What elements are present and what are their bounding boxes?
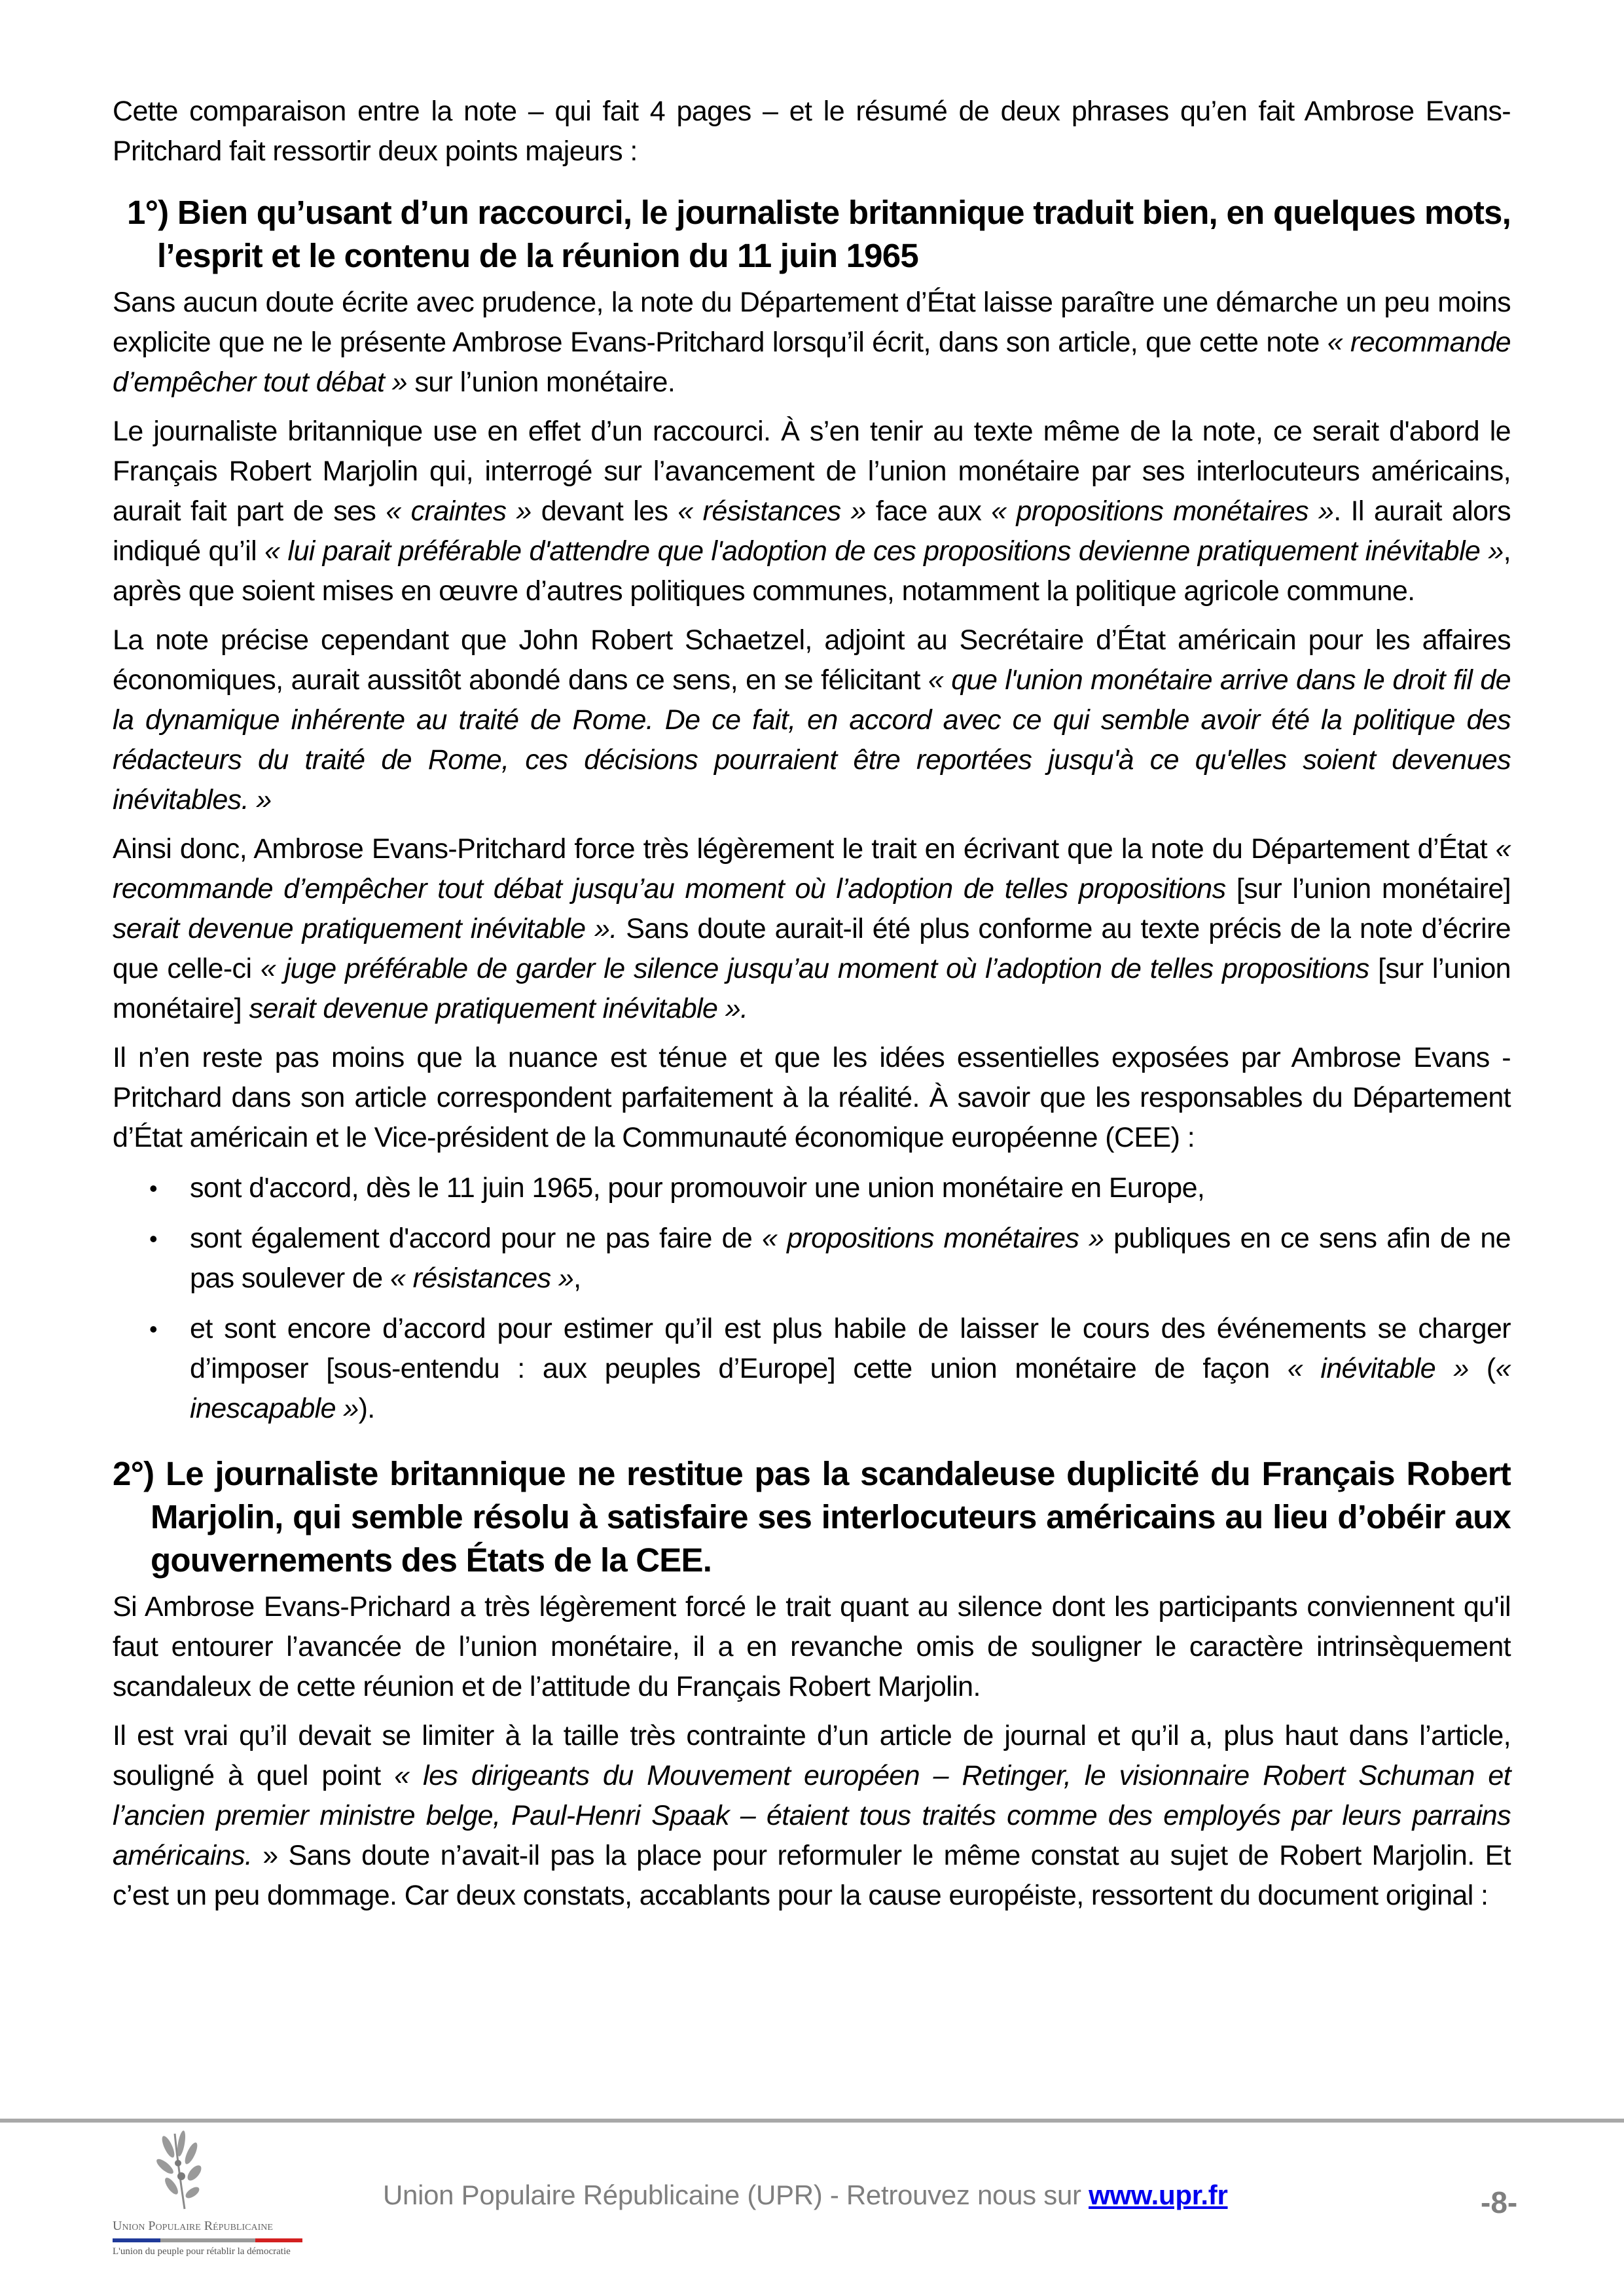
bullet-icon: •: [149, 1316, 158, 1342]
list-item: • sont d'accord, dès le 11 juin 1965, pour promouvoir une union monétaire en Europe,: [190, 1168, 1511, 1208]
page-number: -8-: [1481, 2185, 1518, 2219]
bullet-icon: •: [149, 1175, 158, 1202]
quote: « juge préférable de garder le silence jusqu’au moment où l’adoption de telles propositions: [260, 953, 1369, 984]
quote: « les dirigeants du Mouvement européen – Retinger, le visionnaire Robert Schuman et l’ancien premier ministre belge, Paul-Henri Spaak – étaient tous traités comme des employés par leurs parrains américains.: [113, 1760, 1511, 1871]
quote: « propositions monétaires »: [991, 495, 1334, 527]
list-item: • et sont encore d’accord pour estimer qu’il est plus habile de laisser le cours des événements se charger d’imposer [sous-entendu : aux peuples d’Europe] cette union monétaire de façon « inévitable » (« inescapable »).: [190, 1309, 1511, 1429]
paragraph: Le journaliste britannique use en effet d’un raccourci. À s’en tenir au texte même de la note, ce serait d'abord le Français Robert Marjolin qui, interrogé sur l’avancement de l’union monétaire par ses interlocuteurs américains, aurait fait part de ses « craintes » devant les « résistances » face aux « propositions monétaires ». Il aurait alors indiqué qu’il « lui parait préférable d'attendre que l'adoption de ces propositions devienne pratiquement inévitable », après que soient mises en œuvre d’autres politiques communes, notamment la politique agricole commune.: [113, 416, 1511, 607]
logo-tagline: L'union du peuple pour rétablir la démocratie: [113, 2246, 291, 2257]
olive-branch-icon: [145, 2127, 224, 2212]
website-link[interactable]: www.upr.fr: [1089, 2179, 1228, 2210]
document-body: [113, 92, 1511, 1925]
paragraph: Ainsi donc, Ambrose Evans-Pritchard force très légèrement le trait en écrivant que la note du Département d’État « recommande d’empêcher tout débat jusqu’au moment où l’adoption de telles propositions [sur l’union monétaire] serait devenue pratiquement inévitable ». Sans doute aurait-il été plus conforme au texte précis de la note d’écrire que celle-ci « juge préférable de garder le silence jusqu’au moment où l’adoption de telles propositions [sur l’union monétaire] serait devenue pratiquement inévitable ».: [113, 833, 1511, 1024]
upr-logo: [113, 2127, 322, 2265]
paragraph: Si Ambrose Evans-Prichard a très légèrement forcé le trait quant au silence dont les participants conviennent qu'il faut entourer l’avancée de l’union monétaire, il a en revanche omis de souligner le caractère intrinsèquement scandaleux de cette réunion et de l’attitude du Français Robert Marjolin.: [113, 1591, 1511, 1702]
paragraph: La note précise cependant que John Robert Schaetzel, adjoint au Secrétaire d’État américain pour les affaires économiques, aurait aussitôt abondé dans ce sens, en se félicitant « que l'union monétaire arrive dans le droit fil de la dynamique inhérente au traité de Rome. De ce fait, en accord avec ce qui semble avoir été la politique des rédacteurs du traité de Rome, ces décisions pourraient être reportées jusqu'à ce qu'elles soient devenues inévitables. »: [113, 624, 1511, 816]
list-item: • sont également d'accord pour ne pas faire de « propositions monétaires » publiques en ce sens afin de ne pas soulever de « résistances »,: [190, 1219, 1511, 1299]
intro-paragraph: Cette comparaison entre la note – qui fait 4 pages – et le résumé de deux phrases qu’en fait Ambrose Evans-Pritchard fait ressortir deux points majeurs :: [113, 96, 1511, 167]
paragraph: Sans aucun doute écrite avec prudence, la note du Département d’État laisse paraître une démarche un peu moins explicite que ne le présente Ambrose Evans-Pritchard lorsqu’il écrit, dans son article, que cette note « recommande d’empêcher tout débat » sur l’union monétaire.: [113, 287, 1511, 398]
flag-red: [255, 2238, 303, 2242]
flag-white: [160, 2238, 255, 2242]
quote: « que l'union monétaire arrive dans le droit fil de la dynamique inhérente au traité de Rome. De ce fait, en accord avec ce qui semble avoir été la politique des rédacteurs du traité de Rome, ces décisions pourraient être reportées jusqu'à ce qu'elles soient devenues inévitables. »: [113, 664, 1511, 816]
logo-name: Union Populaire Républicaine: [113, 2219, 273, 2233]
flag-blue: [113, 2238, 160, 2242]
paragraph: Il n’en reste pas moins que la nuance est ténue et que les idées essentielles exposées par Ambrose Evans -Pritchard dans son article correspondent parfaitement à la réalité. À savoir que les responsables du Département d’État américain et le Vice-président de la Communauté économique européenne (CEE) :: [113, 1042, 1511, 1153]
bullet-icon: •: [149, 1225, 158, 1252]
bullet-list: [113, 1168, 1511, 1429]
quote: serait devenue pratiquement inévitable ».: [249, 993, 748, 1024]
quote: serait devenue pratiquement inévitable ».: [113, 913, 617, 944]
section-2-heading: 2°) Le journaliste britannique ne restitue pas la scandaleuse duplicité du Français Robert Marjolin, qui semble résolu à satisfaire ses interlocuteurs américains au lieu d’obéir aux gouvernements des États de la CEE.: [113, 1455, 1511, 1579]
paragraph: Il est vrai qu’il devait se limiter à la taille très contrainte d’un article de journal et qu’il a, plus haut dans l’article, souligné à quel point « les dirigeants du Mouvement européen – Retinger, le visionnaire Robert Schuman et l’ancien premier ministre belge, Paul-Henri Spaak – étaient tous traités comme des employés par leurs parrains américains. » Sans doute n’avait-il pas la place pour reformuler le même constat au sujet de Robert Marjolin. Et c’est un peu dommage. Car deux constats, accablants pour la cause européiste, ressortent du document original :: [113, 1720, 1511, 1911]
section-1-heading: 1°) Bien qu’usant d’un raccourci, le journaliste britannique traduit bien, en quelques mots, l’esprit et le contenu de la réunion du 11 juin 1965: [127, 194, 1511, 274]
quote: « recommande d’empêcher tout débat jusqu’au moment où l’adoption de telles propositions: [113, 833, 1511, 905]
quote: « résistances »: [677, 495, 866, 527]
tricolor-bar: [113, 2238, 302, 2242]
quote: « recommande d’empêcher tout débat »: [113, 327, 1511, 398]
footer-divider: [0, 2119, 1624, 2123]
quote: « craintes »: [386, 495, 532, 527]
quote: « lui parait préférable d'attendre que l'adoption de ces propositions devienne pratiquement inévitable »: [264, 535, 1504, 567]
footer-text: Union Populaire Républicaine (UPR) - Retrouvez nous sur www.upr.fr: [383, 2179, 1228, 2210]
